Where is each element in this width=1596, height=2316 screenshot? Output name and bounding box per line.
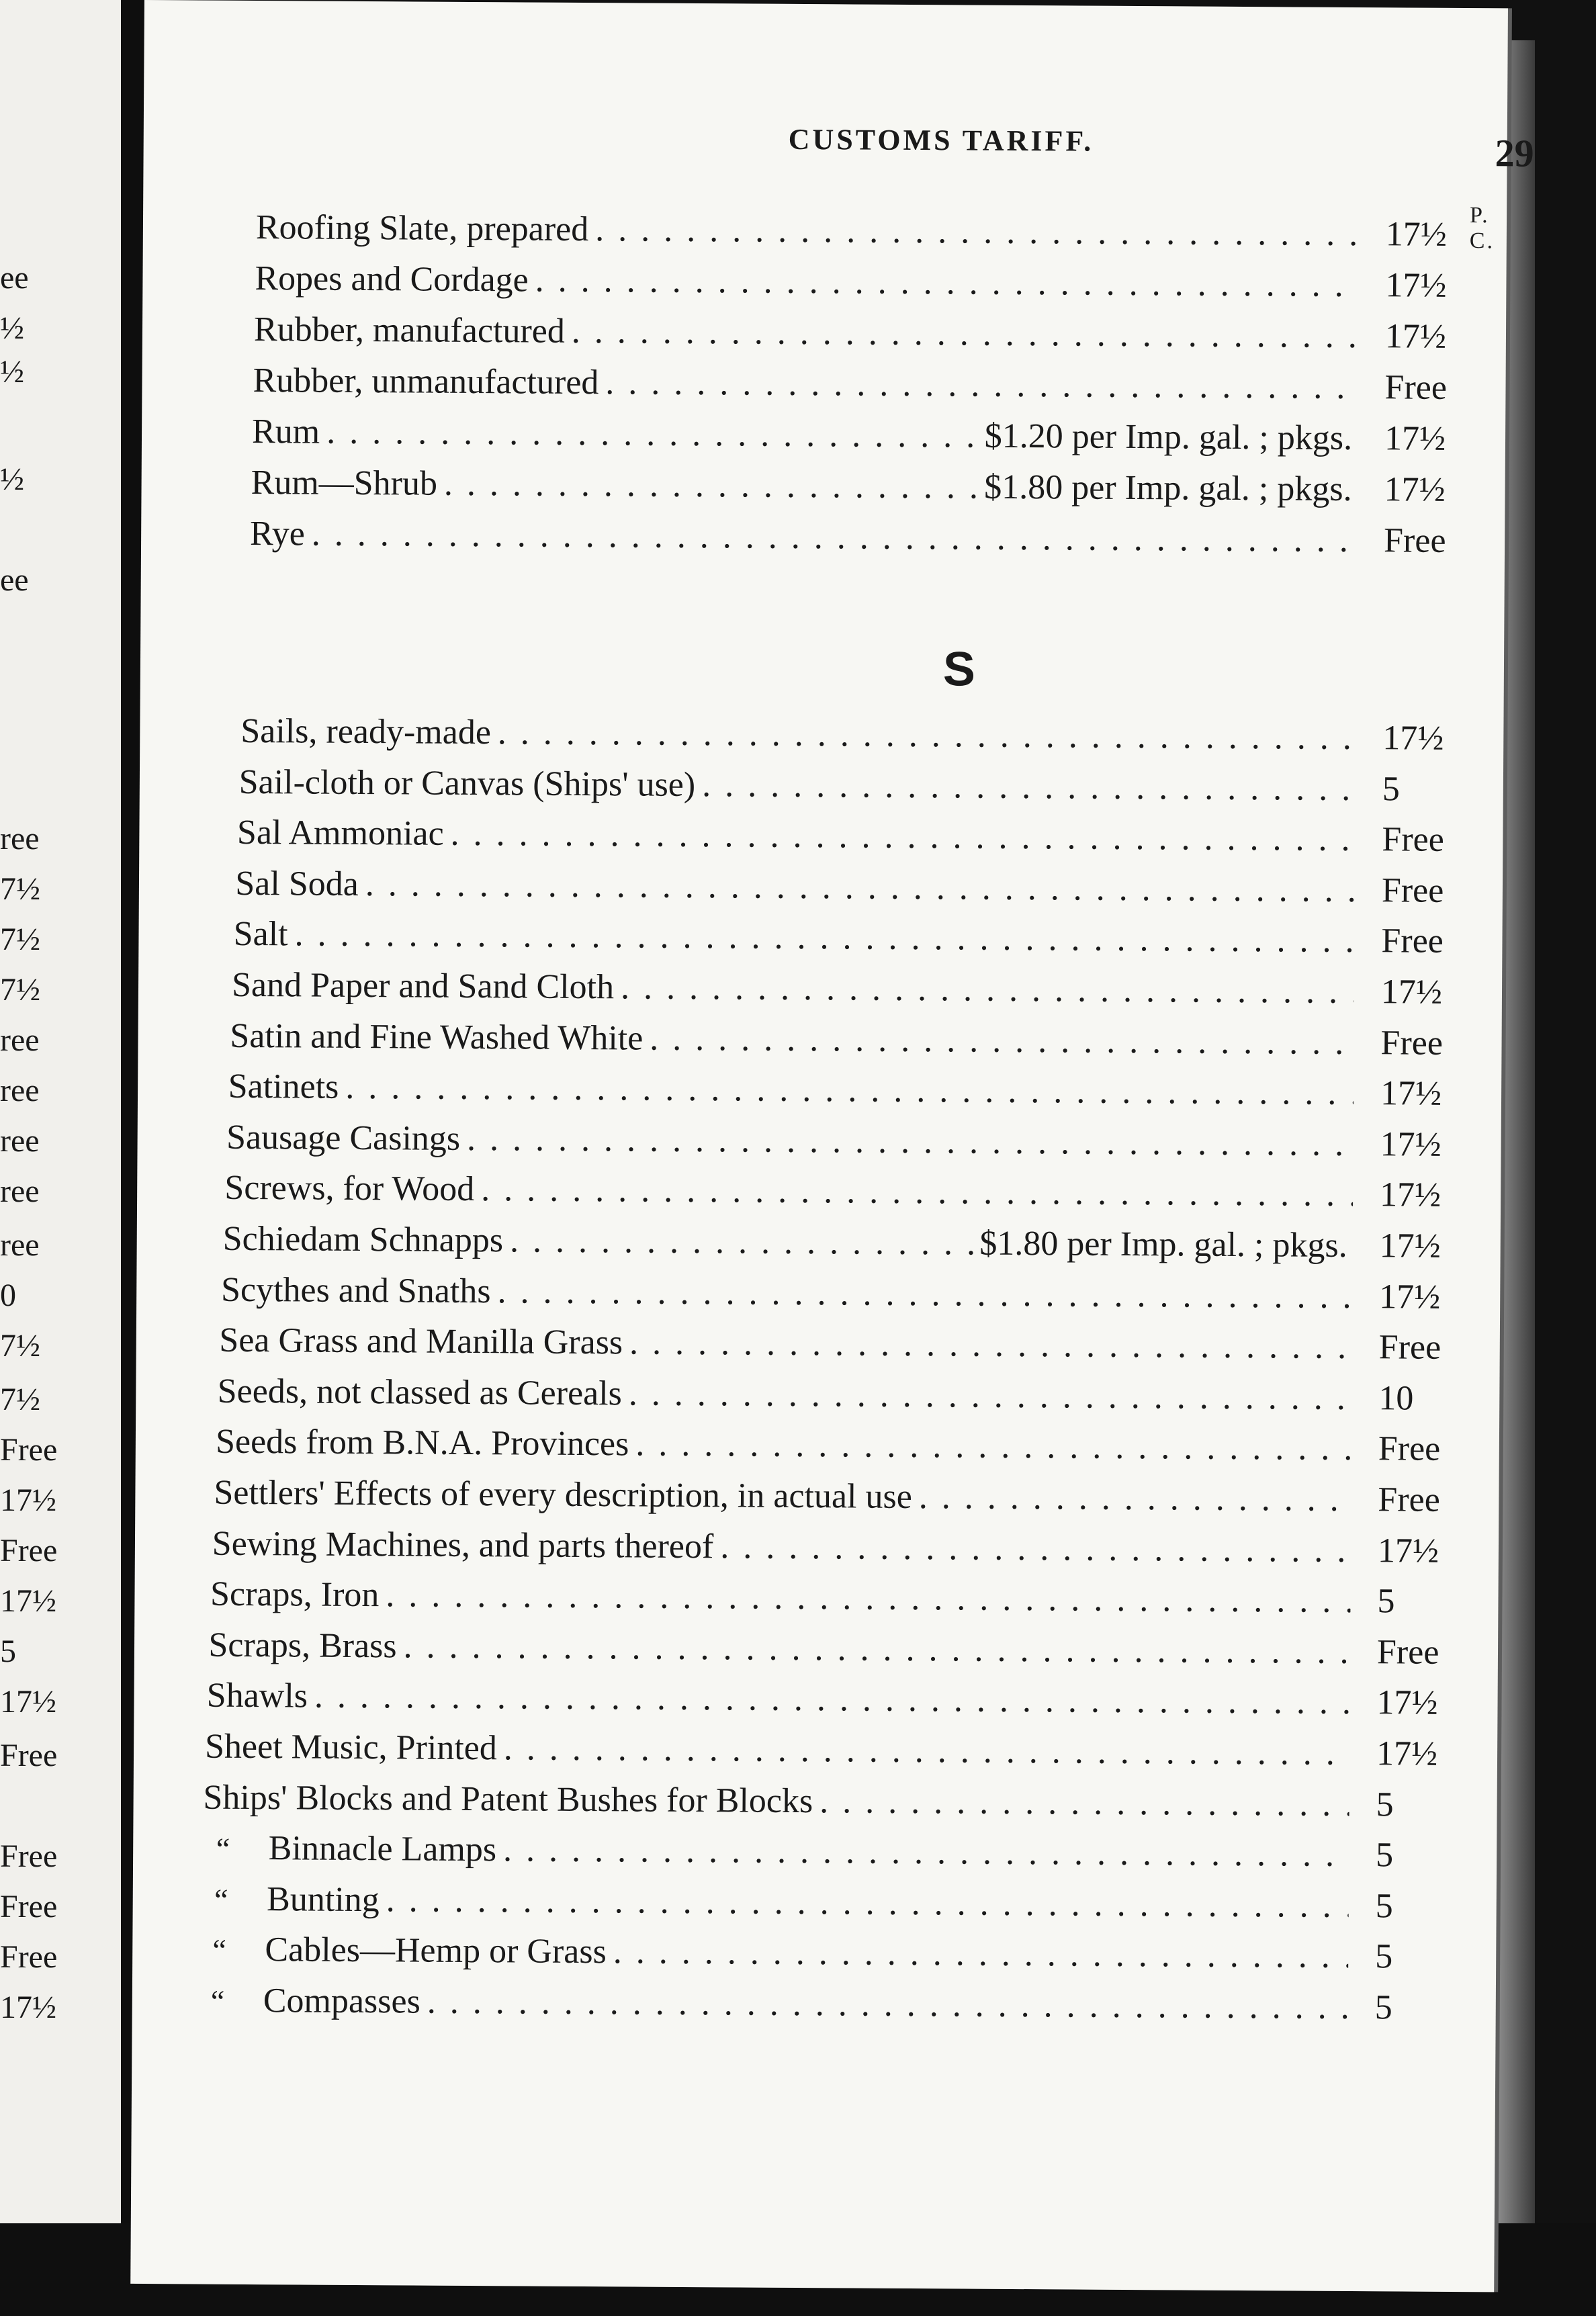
left-page-rate: ree — [0, 1022, 40, 1058]
left-page-rate: ½ — [0, 310, 24, 346]
entry-item: Rubber, manufactured — [253, 310, 566, 351]
dot-leader — [345, 1070, 1354, 1111]
dot-leader — [386, 1883, 1349, 1924]
left-page-rate: ree — [0, 821, 40, 856]
entry-item: Sal Soda — [235, 864, 359, 903]
left-page-rate: 5 — [0, 1634, 16, 1669]
left-page-rate: 7½ — [0, 972, 40, 1008]
document-page — [130, 0, 1534, 2292]
tariff-entry — [224, 1169, 1442, 1215]
left-page-rate: Free — [0, 1939, 58, 1975]
left-page-rate: Free — [0, 1738, 58, 1773]
left-page-rate: 7½ — [0, 1382, 40, 1417]
entry-item: Sand Paper and Sand Cloth — [231, 965, 615, 1007]
entry-item: Screws, for Wood — [224, 1169, 475, 1209]
entry-rate: Free — [1381, 871, 1444, 910]
entry-item: Ships' Blocks and Patent Bushes for Blocks — [203, 1778, 813, 1820]
left-page-rate: ee — [0, 562, 29, 598]
entry-rate: 17½ — [1385, 266, 1447, 305]
left-page-rate: Free — [0, 1533, 58, 1568]
dot-leader — [294, 918, 1354, 959]
entry-item: Salt — [233, 915, 288, 954]
entry-item: Satinets — [228, 1067, 339, 1106]
tariff-entry — [217, 1372, 1414, 1418]
left-page-rate: 17½ — [0, 1684, 56, 1720]
entry-item: Satin and Fine Washed White — [230, 1016, 644, 1058]
tariff-entry — [253, 310, 1447, 356]
dot-leader — [504, 1731, 1350, 1771]
left-page-rate: 7½ — [0, 922, 40, 957]
entry-rate: 5 — [1375, 1836, 1394, 1875]
tariff-entry — [230, 1016, 1444, 1063]
entry-item: Seeds, not classed as Cereals — [217, 1372, 623, 1413]
entry-item: Sea Grass and Manilla Grass — [219, 1321, 623, 1362]
entry-item: Scraps, Iron — [210, 1574, 380, 1615]
dot-leader — [497, 1274, 1352, 1315]
left-page-rate: ree — [0, 1123, 40, 1159]
tariff-entry — [197, 1930, 1393, 1976]
entry-item: Ropes and Cordage — [255, 259, 529, 300]
left-page-rate: Free — [0, 1432, 58, 1468]
entry-item: Settlers' Effects of every description, in actual use — [214, 1473, 912, 1517]
dot-leader — [819, 1784, 1349, 1822]
dot-leader — [629, 1326, 1352, 1366]
tariff-entry — [206, 1677, 1438, 1723]
left-page-rate: ½ — [0, 354, 24, 390]
column-label: P. C. — [1469, 203, 1495, 254]
entry-specific-duty: $1.80 per Imp. gal. ; pkgs. — [984, 467, 1352, 508]
tariff-entry — [253, 361, 1448, 407]
tariff-entry — [196, 1981, 1392, 2027]
dot-leader — [503, 1833, 1349, 1873]
left-page-rate: 17½ — [0, 1482, 56, 1518]
entry-rate: 5 — [1374, 1988, 1392, 2027]
left-page-rate: ee — [0, 260, 29, 296]
entry-rate: 17½ — [1379, 1227, 1441, 1265]
entry-rate: Free — [1381, 922, 1444, 961]
dot-leader — [467, 1122, 1354, 1162]
left-page-rate: 0 — [0, 1278, 16, 1313]
tariff-entry — [249, 514, 1446, 560]
entry-rate: 5 — [1376, 1785, 1394, 1824]
dot-leader — [635, 1427, 1351, 1467]
entry-item: Rum — [251, 412, 320, 451]
dot-leader — [595, 212, 1359, 252]
left-page-rate: ree — [0, 1073, 40, 1108]
entry-item: Sails, ready-made — [240, 711, 492, 752]
dot-leader — [629, 1376, 1352, 1416]
entry-item: Scythes and Snaths — [220, 1270, 491, 1310]
ditto-mark: “ — [210, 1984, 225, 2018]
entry-item: Sewing Machines, and parts thereof — [212, 1524, 714, 1566]
left-page-rate: 7½ — [0, 1328, 40, 1364]
entry-rate: 5 — [1375, 1887, 1393, 1926]
entry-rate: 5 — [1382, 769, 1401, 809]
entry-rate: 17½ — [1385, 215, 1448, 254]
dot-leader — [605, 365, 1358, 405]
tariff-entry — [251, 463, 1446, 509]
tariff-entry — [200, 1879, 1393, 1926]
entry-rate: 17½ — [1384, 419, 1446, 458]
ditto-mark: “ — [212, 1933, 227, 1968]
entry-item: Rum—Shrub — [251, 463, 438, 503]
entry-specific-duty: $1.80 per Imp. gal. ; pkgs. — [979, 1224, 1347, 1265]
left-page-rate: 17½ — [0, 1583, 56, 1619]
left-page-rate: Free — [0, 1838, 58, 1874]
tariff-entry — [222, 1219, 1441, 1265]
tariff-entry — [215, 1423, 1441, 1469]
entry-item: Roofing Slate, prepared — [255, 208, 589, 249]
tariff-entry — [235, 864, 1444, 910]
dot-leader — [919, 1480, 1351, 1517]
tariff-entry — [203, 1778, 1394, 1824]
entry-rate: 17½ — [1380, 973, 1443, 1012]
tariff-entry — [231, 965, 1443, 1012]
entry-rate: 5 — [1377, 1582, 1395, 1621]
entry-item: Scraps, Brass — [208, 1625, 397, 1666]
entry-rate: Free — [1378, 1480, 1440, 1519]
entry-rate: 17½ — [1376, 1683, 1438, 1723]
tariff-entry — [226, 1118, 1442, 1164]
entry-rate: Free — [1383, 521, 1446, 560]
dot-leader — [403, 1629, 1350, 1670]
entry-rate: 17½ — [1379, 1277, 1441, 1317]
entry-rate: 17½ — [1384, 470, 1446, 509]
dot-leader — [613, 1935, 1349, 1975]
tariff-entry — [214, 1473, 1440, 1519]
entry-item: Cables—Hemp or Grass — [265, 1930, 607, 1971]
entry-rate: 17½ — [1377, 1531, 1439, 1570]
entry-rate: 17½ — [1384, 317, 1447, 356]
tariff-entry — [210, 1574, 1395, 1621]
left-page-rate: 17½ — [0, 1990, 56, 2025]
entry-item: Sausage Casings — [226, 1118, 461, 1158]
entry-item: Sal Ammoniac — [236, 813, 444, 853]
tariff-entry — [233, 915, 1444, 961]
entry-rate: 17½ — [1380, 1074, 1442, 1114]
dot-leader — [481, 1172, 1353, 1212]
dot-leader — [650, 1021, 1354, 1060]
tariff-entry — [219, 1321, 1442, 1368]
left-page-rate: Free — [0, 1889, 58, 1924]
tariff-entry — [228, 1067, 1442, 1114]
tariff-entry — [202, 1829, 1394, 1875]
entry-item: Rye — [249, 514, 306, 553]
tariff-entry — [255, 259, 1447, 305]
tariff-entry — [240, 711, 1444, 758]
tariff-entry — [204, 1727, 1438, 1773]
left-page-rate: ree — [0, 1173, 40, 1209]
tariff-entry — [220, 1270, 1441, 1317]
page-number: 29 — [1495, 131, 1534, 175]
left-page-rate: 7½ — [0, 871, 40, 907]
section-heading: S — [942, 642, 976, 697]
tariff-entry — [208, 1625, 1439, 1672]
dot-leader — [444, 467, 978, 505]
entry-rate: Free — [1378, 1429, 1441, 1469]
left-page-rate: ½ — [0, 461, 24, 497]
entry-item: Schiedam Schnapps — [222, 1219, 504, 1260]
dot-leader — [702, 768, 1356, 807]
entry-rate: 17½ — [1382, 719, 1444, 758]
entry-item: Sail-cloth or Canvas (Ships' use) — [238, 762, 696, 804]
entry-item: Compasses — [263, 1981, 420, 2021]
entry-rate: Free — [1384, 368, 1448, 407]
tariff-entry — [236, 813, 1444, 860]
dot-leader — [386, 1578, 1350, 1619]
entry-rate: Free — [1378, 1328, 1442, 1368]
entry-rate: Free — [1380, 1023, 1444, 1063]
entry-rate: 10 — [1378, 1379, 1414, 1418]
entry-item: Sheet Music, Printed — [204, 1727, 498, 1768]
entry-rate: Free — [1382, 820, 1444, 860]
dot-leader — [427, 1985, 1348, 2025]
entry-rate: 17½ — [1380, 1125, 1442, 1164]
left-page-rate: ree — [0, 1227, 40, 1263]
entry-item: Seeds from B.N.A. Provinces — [215, 1423, 629, 1464]
dot-leader — [314, 1679, 1350, 1720]
entry-rate: 17½ — [1379, 1175, 1442, 1215]
dot-leader — [535, 263, 1359, 303]
entry-item: Bunting — [266, 1879, 380, 1919]
dot-leader — [326, 415, 978, 454]
dot-leader — [720, 1529, 1351, 1568]
tariff-entry — [255, 208, 1448, 254]
ditto-mark: “ — [214, 1882, 228, 1917]
dot-leader — [450, 817, 1355, 857]
tariff-entry — [238, 762, 1401, 809]
dot-leader — [312, 517, 1358, 559]
entry-rate: 5 — [1375, 1937, 1393, 1976]
entry-item: Rubber, unmanufactured — [253, 361, 599, 402]
dot-leader — [498, 715, 1356, 756]
entry-specific-duty: $1.20 per Imp. gal. ; pkgs. — [984, 416, 1353, 457]
entry-rate: Free — [1376, 1633, 1439, 1672]
entry-item: Binnacle Lamps — [268, 1829, 497, 1869]
entry-rate: 17½ — [1376, 1734, 1438, 1773]
tariff-entry — [212, 1524, 1439, 1570]
running-head: CUSTOMS TARIFF. — [788, 122, 1094, 158]
tariff-entry — [251, 412, 1446, 458]
entry-item: Shawls — [206, 1677, 308, 1716]
dot-leader — [621, 970, 1354, 1010]
dot-leader — [510, 1223, 973, 1261]
ditto-mark: “ — [216, 1831, 230, 1867]
dot-leader — [572, 314, 1358, 354]
dot-leader — [365, 867, 1355, 908]
